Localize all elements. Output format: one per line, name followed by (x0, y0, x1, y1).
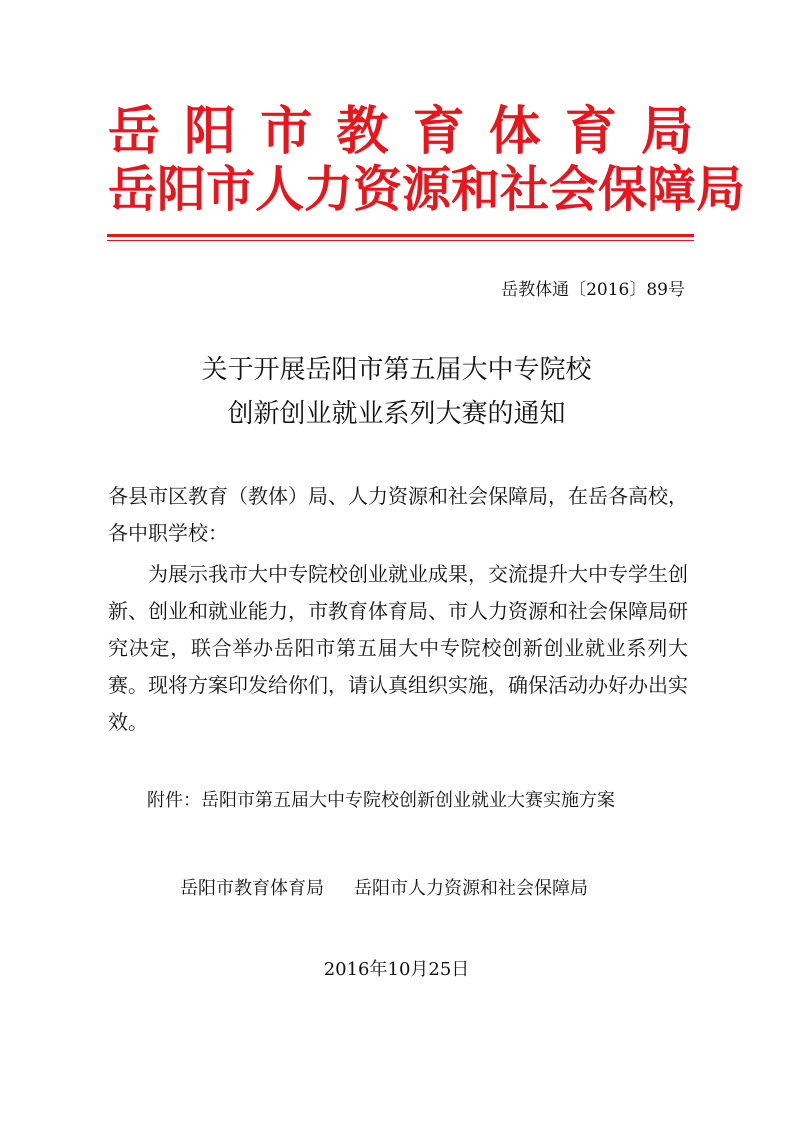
issuer-header-line-1: 岳 阳 市 教 育 体 育 局 (108, 102, 693, 162)
document-number: 岳教体通〔2016〕89号 (501, 280, 685, 300)
signature-block (180, 874, 588, 900)
header-divider-thin (107, 240, 694, 241)
salutation: 各县市区教育（教体）局、人力资源和社会保障局，在岳各高校，各中职学校： (108, 484, 688, 545)
body-paragraph: 为展示我市大中专院校创业就业成果，交流提升大中专学生创新、创业和就业能力，市教育体育局、市人力资源和社会保障局研究决定，联合举办岳阳市第五届大中专院校创新创业就业系列大赛。现将方案印发给你们，请认真组织实施，确保活动办好办出实效。 (108, 562, 688, 734)
issue-date: 2016年10月25日 (323, 959, 470, 980)
signature-org-hr: 岳阳市人力资源和社会保障局 (354, 878, 588, 899)
document-title-line-2: 创新创业就业系列大赛的通知 (227, 399, 566, 429)
document-title-line-1: 关于开展岳阳市第五届大中专院校 (201, 355, 592, 385)
signature-org-education: 岳阳市教育体育局 (180, 878, 324, 899)
header-divider-thick (107, 234, 694, 237)
issuer-header-line-2: 岳阳市人力资源和社会保障局 (108, 161, 746, 218)
attachment-note: 附件：岳阳市第五届大中专院校创新创业就业大赛实施方案 (147, 790, 615, 811)
